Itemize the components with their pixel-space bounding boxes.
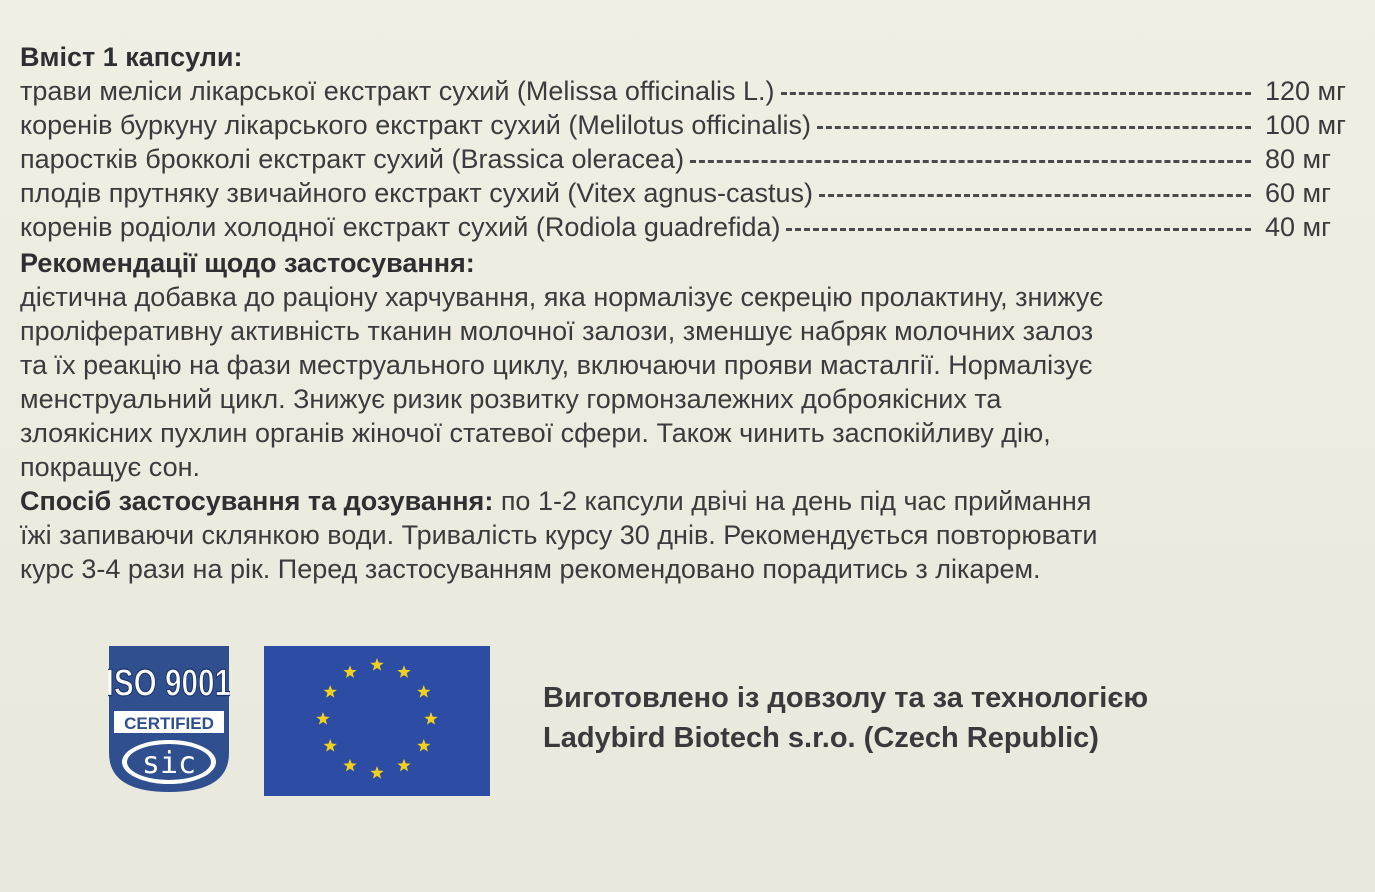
ingredient-amount: 80 мг — [1265, 144, 1331, 174]
ingredient-row — [20, 108, 1365, 142]
eu-star-icon — [417, 685, 430, 698]
manufacturer-info — [543, 678, 1148, 758]
dosage-text — [20, 484, 1365, 586]
ingredient-name: паростків брокколі екстракт сухий (Brassica oleracea) — [20, 144, 685, 174]
text-line: дієтична добавка до раціону харчування, яка нормалізує секрецію пролактину, знижує — [20, 282, 1104, 312]
text-line: та їх реакцію на фази меструального циклу, включаючи прояви масталгії. Нормалізує — [20, 350, 1093, 380]
ingredient-name: трави меліси лікарської екстракт сухий (Melissa officinalis L.) — [20, 76, 775, 106]
text-line: курс 3-4 рази на рік. Перед застосуванням рекомендовано порадитись з лікарем. — [20, 554, 1041, 584]
ingredient-name: плодів прутняку звичайного екстракт сухий (Vitex agnus-castus) — [20, 178, 814, 208]
eu-star-icon — [324, 685, 337, 698]
dash-leader — [781, 92, 1252, 95]
dosage-first-line — [20, 484, 1365, 518]
ingredient-amount: 100 мг — [1265, 110, 1346, 140]
dash-leader — [690, 160, 1251, 163]
text-block — [20, 40, 1365, 586]
eu-star-icon — [397, 665, 410, 678]
eu-star-icon — [343, 759, 356, 772]
dosage-label: Спосіб застосування та дозування: — [20, 486, 494, 516]
manufacturer-line-2: Ladybird Biotech s.r.o. (Czech Republic) — [543, 722, 1099, 754]
text-line: покращує сон. — [20, 452, 201, 482]
dash-leader — [817, 126, 1251, 129]
iso-standard-text: ISO 9001 — [108, 662, 230, 705]
ingredient-row — [20, 176, 1365, 210]
iso-9001-badge — [108, 645, 230, 793]
composition-heading: Вміст 1 капсули: — [20, 42, 243, 72]
recommendations-text — [20, 280, 1365, 484]
text-line: злоякісних пухлин органів жіночої статевої сфери. Також чинить заспокійливу дію, — [20, 418, 1051, 448]
eu-stars-icon — [264, 646, 490, 796]
ingredient-name: коренів буркуну лікарського екстракт сухий (Melilotus officinalis) — [20, 110, 811, 140]
eu-star-icon — [397, 759, 410, 772]
eu-star-icon — [370, 766, 383, 779]
iso-brand-text: sic — [141, 746, 197, 781]
eu-star-icon — [316, 712, 329, 725]
ingredient-amount: 120 мг — [1265, 76, 1346, 106]
dosage-first-line-rest: по 1-2 капсули двічі на день під час приймання — [493, 486, 1092, 516]
iso-certified-text: CERTIFIED — [124, 714, 214, 733]
eu-star-icon — [324, 739, 337, 752]
eu-star-icon — [370, 658, 383, 671]
text-line: їжі запиваючи склянкою води. Тривалість курсу 30 днів. Рекомендується повторювати — [20, 520, 1098, 550]
ingredient-row — [20, 74, 1365, 108]
eu-flag — [264, 646, 490, 796]
text-line: проліферативну активність тканин молочної залози, зменшує набряк молочних залоз — [20, 316, 1094, 346]
dash-leader — [786, 228, 1251, 231]
eu-star-icon — [424, 712, 437, 725]
eu-star-icon — [343, 665, 356, 678]
ingredient-row — [20, 142, 1365, 176]
ingredient-name: коренів родіоли холодної екстракт сухий (Rodiola guadrefida) — [20, 212, 781, 242]
manufacturer-line-1: Виготовлено із довзолу та за технологією — [543, 682, 1149, 714]
dash-leader — [819, 194, 1251, 197]
ingredient-amount: 40 мг — [1265, 212, 1331, 242]
ingredient-row — [20, 210, 1365, 244]
text-line: менструальний цикл. Знижує ризик розвитку гормонзалежних доброякісних та — [20, 384, 1002, 414]
ingredient-amount: 60 мг — [1265, 178, 1331, 208]
eu-star-icon — [417, 739, 430, 752]
recommendations-heading: Рекомендації щодо застосування: — [20, 248, 475, 278]
